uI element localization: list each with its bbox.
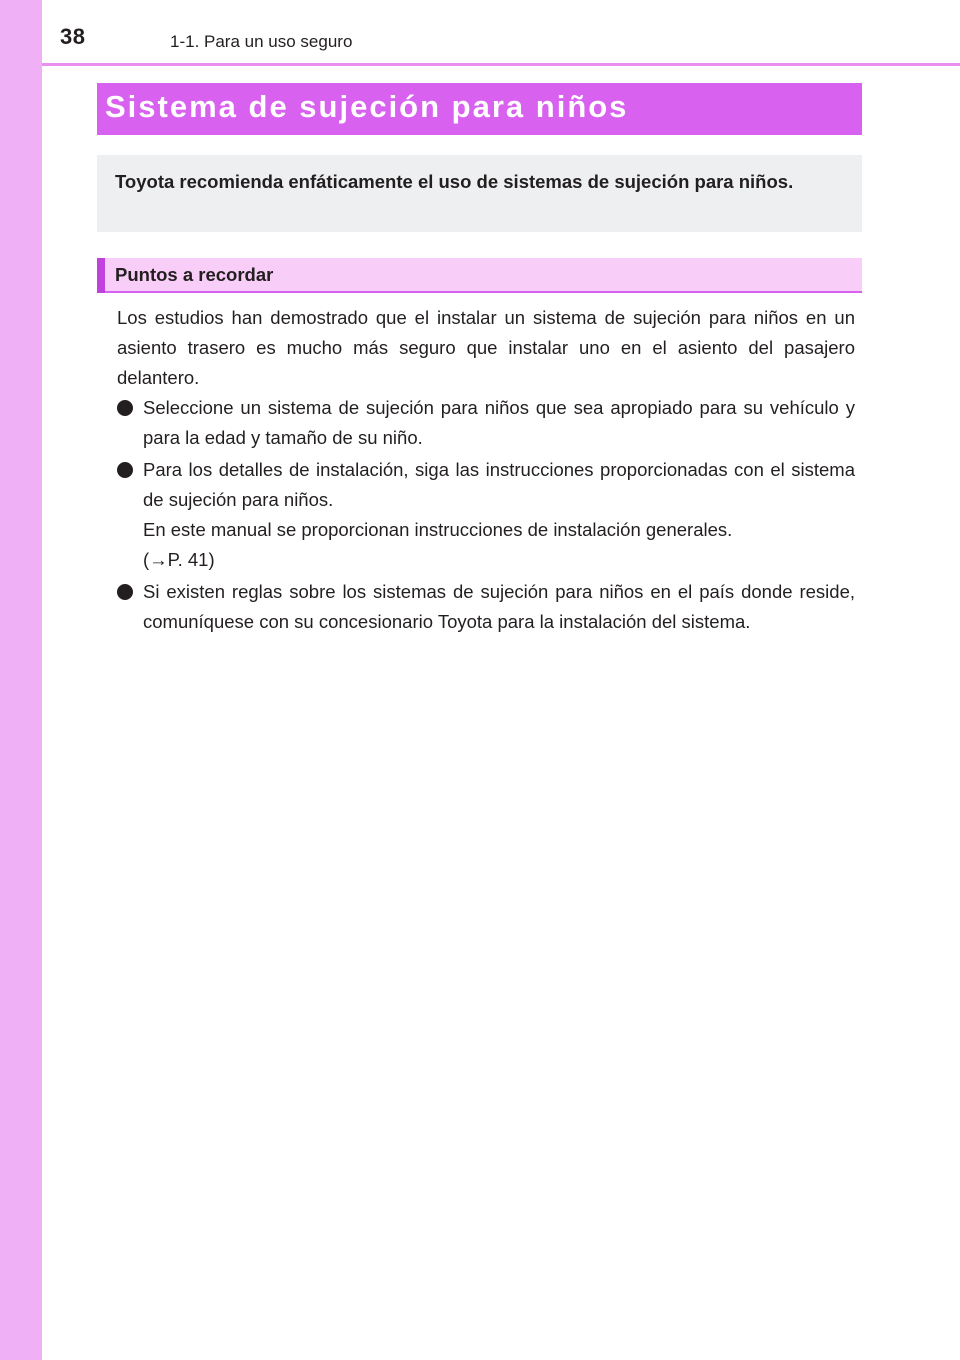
page-number: 38	[60, 24, 86, 49]
section-label: 1-1. Para un uso seguro	[170, 32, 353, 51]
title-banner	[97, 83, 862, 135]
subheading-bar	[97, 258, 862, 293]
list-item	[117, 577, 855, 637]
side-tab-strip	[0, 0, 42, 1360]
list-item	[117, 393, 855, 453]
list-item-text: Si existen reglas sobre los sistemas de sujeción para niños en el país donde reside, comuníquese con su concesionario Toyota para la instalación del sistema.	[143, 581, 855, 632]
bullet-list	[117, 393, 855, 639]
intro-box	[97, 155, 862, 232]
bullet-icon	[117, 462, 133, 478]
list-item-note: En este manual se proporcionan instrucciones de instalación generales.	[143, 519, 733, 540]
intro-text: Toyota recomienda enfáticamente el uso de sistemas de sujeción para niños.	[115, 171, 794, 192]
subheading-accent	[97, 258, 105, 293]
list-item-text: Seleccione un sistema de sujeción para niños que sea apropiado para su vehículo y para la edad y tamaño de su niño.	[143, 397, 855, 448]
list-item	[117, 455, 855, 575]
page-reference-link[interactable]: (→P. 41)	[143, 549, 215, 570]
bullet-icon	[117, 400, 133, 416]
body-paragraph: Los estudios han demostrado que el instalar un sistema de sujeción para niños en un asiento trasero es mucho más seguro que instalar uno en el asiento del pasajero delantero.	[117, 307, 855, 388]
bullet-icon	[117, 584, 133, 600]
subheading: Puntos a recordar	[115, 264, 274, 285]
list-item-text: Para los detalles de instalación, siga las instrucciones proporcionadas con el sistema de sujeción para niños.	[143, 459, 855, 510]
page-title: Sistema de sujeción para niños	[105, 89, 629, 124]
header-rule	[42, 63, 960, 66]
